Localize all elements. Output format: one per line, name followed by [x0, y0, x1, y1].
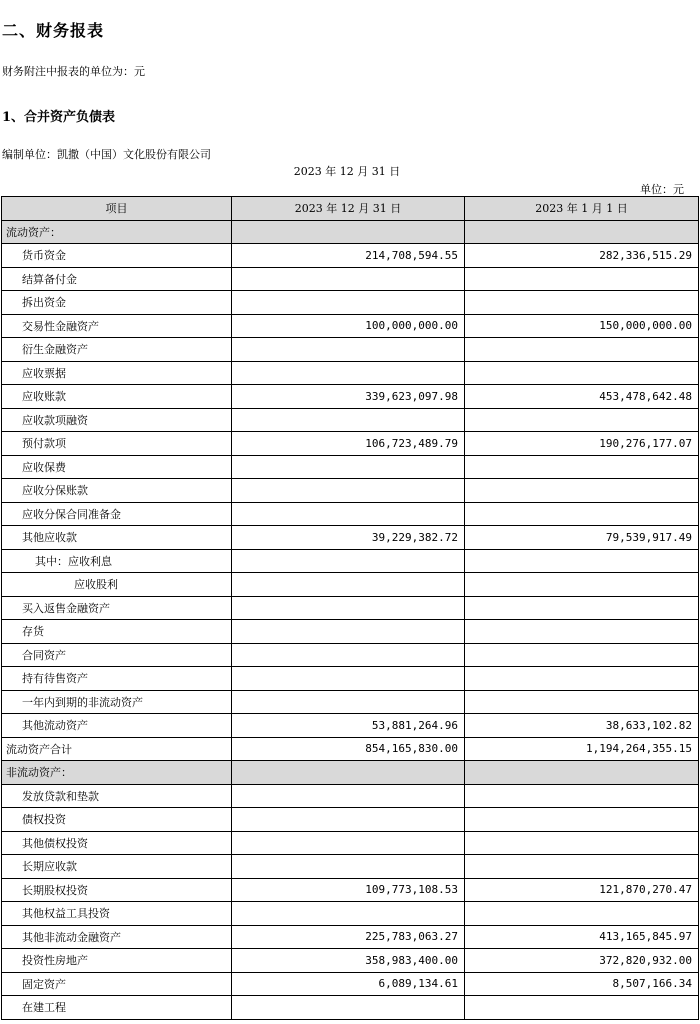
table-row — [2, 596, 699, 620]
value-prior-period: 79,539,917.49 — [465, 526, 699, 550]
value-current-period — [232, 667, 465, 691]
table-row — [2, 737, 699, 761]
unit-note: 财务附注中报表的单位为：元 — [2, 65, 145, 78]
table-row — [2, 408, 699, 432]
value-current-period — [232, 338, 465, 362]
table-row — [2, 855, 699, 879]
row-label: 非流动资产： — [2, 761, 232, 785]
row-label: 应收保费 — [2, 455, 232, 479]
value-current-period: 39,229,382.72 — [232, 526, 465, 550]
value-prior-period — [465, 784, 699, 808]
value-current-period — [232, 455, 465, 479]
value-prior-period — [465, 667, 699, 691]
value-prior-period — [465, 690, 699, 714]
table-row — [2, 573, 699, 597]
value-prior-period — [465, 502, 699, 526]
value-current-period — [232, 596, 465, 620]
row-label: 应收款项融资 — [2, 408, 232, 432]
value-prior-period: 453,478,642.48 — [465, 385, 699, 409]
table-row — [2, 526, 699, 550]
table-row — [2, 338, 699, 362]
value-prior-period — [465, 338, 699, 362]
value-prior-period — [465, 902, 699, 926]
value-current-period — [232, 479, 465, 503]
table-row — [2, 432, 699, 456]
table-row — [2, 244, 699, 268]
row-label: 其他非流动金融资产 — [2, 925, 232, 949]
table-row — [2, 291, 699, 315]
value-prior-period — [465, 761, 699, 785]
header-current-period: 2023 年 12 月 31 日 — [232, 197, 465, 221]
value-current-period — [232, 408, 465, 432]
table-row — [2, 831, 699, 855]
table-header-row — [2, 197, 699, 221]
value-prior-period — [465, 220, 699, 244]
value-current-period: 225,783,063.27 — [232, 925, 465, 949]
value-prior-period: 1,194,264,355.15 — [465, 737, 699, 761]
value-current-period: 854,165,830.00 — [232, 737, 465, 761]
row-label: 其他应收款 — [2, 526, 232, 550]
statement-title: 1、合并资产负债表 — [2, 110, 116, 125]
row-label: 应收分保账款 — [2, 479, 232, 503]
value-current-period — [232, 267, 465, 291]
row-label: 应收分保合同准备金 — [2, 502, 232, 526]
row-label: 应收票据 — [2, 361, 232, 385]
row-label: 流动资产： — [2, 220, 232, 244]
value-prior-period — [465, 549, 699, 573]
row-label: 买入返售金融资产 — [2, 596, 232, 620]
currency-unit: 单位：元 — [640, 183, 684, 196]
row-label: 应收股利 — [2, 573, 232, 597]
row-label: 流动资产合计 — [2, 737, 232, 761]
value-current-period: 100,000,000.00 — [232, 314, 465, 338]
row-label: 长期股权投资 — [2, 878, 232, 902]
table-row — [2, 949, 699, 973]
value-current-period — [232, 855, 465, 879]
table-row — [2, 761, 699, 785]
table-row — [2, 878, 699, 902]
value-current-period — [232, 573, 465, 597]
value-prior-period: 38,633,102.82 — [465, 714, 699, 738]
value-prior-period: 150,000,000.00 — [465, 314, 699, 338]
table-row — [2, 620, 699, 644]
row-label: 长期应收款 — [2, 855, 232, 879]
value-current-period: 6,089,134.61 — [232, 972, 465, 996]
value-prior-period: 413,165,845.97 — [465, 925, 699, 949]
value-current-period — [232, 831, 465, 855]
value-current-period — [232, 291, 465, 315]
value-current-period: 109,773,108.53 — [232, 878, 465, 902]
row-label: 一年内到期的非流动资产 — [2, 690, 232, 714]
row-label: 结算备付金 — [2, 267, 232, 291]
value-current-period — [232, 761, 465, 785]
row-label: 发放贷款和垫款 — [2, 784, 232, 808]
table-row — [2, 502, 699, 526]
value-current-period: 53,881,264.96 — [232, 714, 465, 738]
value-current-period — [232, 996, 465, 1020]
table-row — [2, 267, 699, 291]
row-label: 其他权益工具投资 — [2, 902, 232, 926]
value-prior-period — [465, 831, 699, 855]
value-current-period — [232, 361, 465, 385]
value-prior-period — [465, 573, 699, 597]
table-row — [2, 996, 699, 1020]
value-current-period — [232, 643, 465, 667]
value-prior-period: 282,336,515.29 — [465, 244, 699, 268]
table-row — [2, 643, 699, 667]
value-current-period — [232, 690, 465, 714]
table-row — [2, 902, 699, 926]
value-current-period — [232, 620, 465, 644]
table-row — [2, 784, 699, 808]
value-prior-period — [465, 455, 699, 479]
row-label: 货币资金 — [2, 244, 232, 268]
preparing-company: 编制单位：凯撒（中国）文化股份有限公司 — [2, 148, 211, 161]
balance-sheet-table — [1, 196, 699, 1020]
table-row — [2, 925, 699, 949]
value-prior-period — [465, 361, 699, 385]
value-current-period: 339,623,097.98 — [232, 385, 465, 409]
value-prior-period: 372,820,932.00 — [465, 949, 699, 973]
value-current-period — [232, 220, 465, 244]
value-prior-period — [465, 408, 699, 432]
table-row — [2, 714, 699, 738]
value-current-period: 106,723,489.79 — [232, 432, 465, 456]
row-label: 衍生金融资产 — [2, 338, 232, 362]
value-current-period — [232, 502, 465, 526]
value-prior-period — [465, 855, 699, 879]
value-prior-period: 8,507,166.34 — [465, 972, 699, 996]
value-prior-period: 190,276,177.07 — [465, 432, 699, 456]
table-row — [2, 479, 699, 503]
value-current-period — [232, 902, 465, 926]
value-current-period — [232, 784, 465, 808]
value-current-period: 214,708,594.55 — [232, 244, 465, 268]
table-row — [2, 455, 699, 479]
row-label: 交易性金融资产 — [2, 314, 232, 338]
table-row — [2, 549, 699, 573]
value-prior-period — [465, 620, 699, 644]
value-prior-period — [465, 643, 699, 667]
row-label: 其他流动资产 — [2, 714, 232, 738]
value-prior-period — [465, 596, 699, 620]
value-prior-period — [465, 996, 699, 1020]
report-date: 2023 年 12 月 31 日 — [293, 165, 401, 178]
table-row — [2, 690, 699, 714]
row-label: 债权投资 — [2, 808, 232, 832]
row-label: 固定资产 — [2, 972, 232, 996]
table-row — [2, 808, 699, 832]
row-label: 其他债权投资 — [2, 831, 232, 855]
value-prior-period — [465, 291, 699, 315]
value-current-period — [232, 808, 465, 832]
row-label: 拆出资金 — [2, 291, 232, 315]
table-row — [2, 314, 699, 338]
value-current-period: 358,983,400.00 — [232, 949, 465, 973]
table-row — [2, 220, 699, 244]
table-row — [2, 667, 699, 691]
value-prior-period: 121,870,270.47 — [465, 878, 699, 902]
row-label: 其中：应收利息 — [2, 549, 232, 573]
row-label: 持有待售资产 — [2, 667, 232, 691]
row-label: 合同资产 — [2, 643, 232, 667]
row-label: 存货 — [2, 620, 232, 644]
table-row — [2, 385, 699, 409]
header-prior-period: 2023 年 1 月 1 日 — [465, 197, 699, 221]
row-label: 投资性房地产 — [2, 949, 232, 973]
value-prior-period — [465, 479, 699, 503]
value-current-period — [232, 549, 465, 573]
value-prior-period — [465, 808, 699, 832]
value-prior-period — [465, 267, 699, 291]
table-row — [2, 361, 699, 385]
header-item: 项目 — [2, 197, 232, 221]
row-label: 应收账款 — [2, 385, 232, 409]
section-heading: 二、财务报表 — [2, 21, 105, 40]
row-label: 在建工程 — [2, 996, 232, 1020]
row-label: 预付款项 — [2, 432, 232, 456]
table-row — [2, 972, 699, 996]
